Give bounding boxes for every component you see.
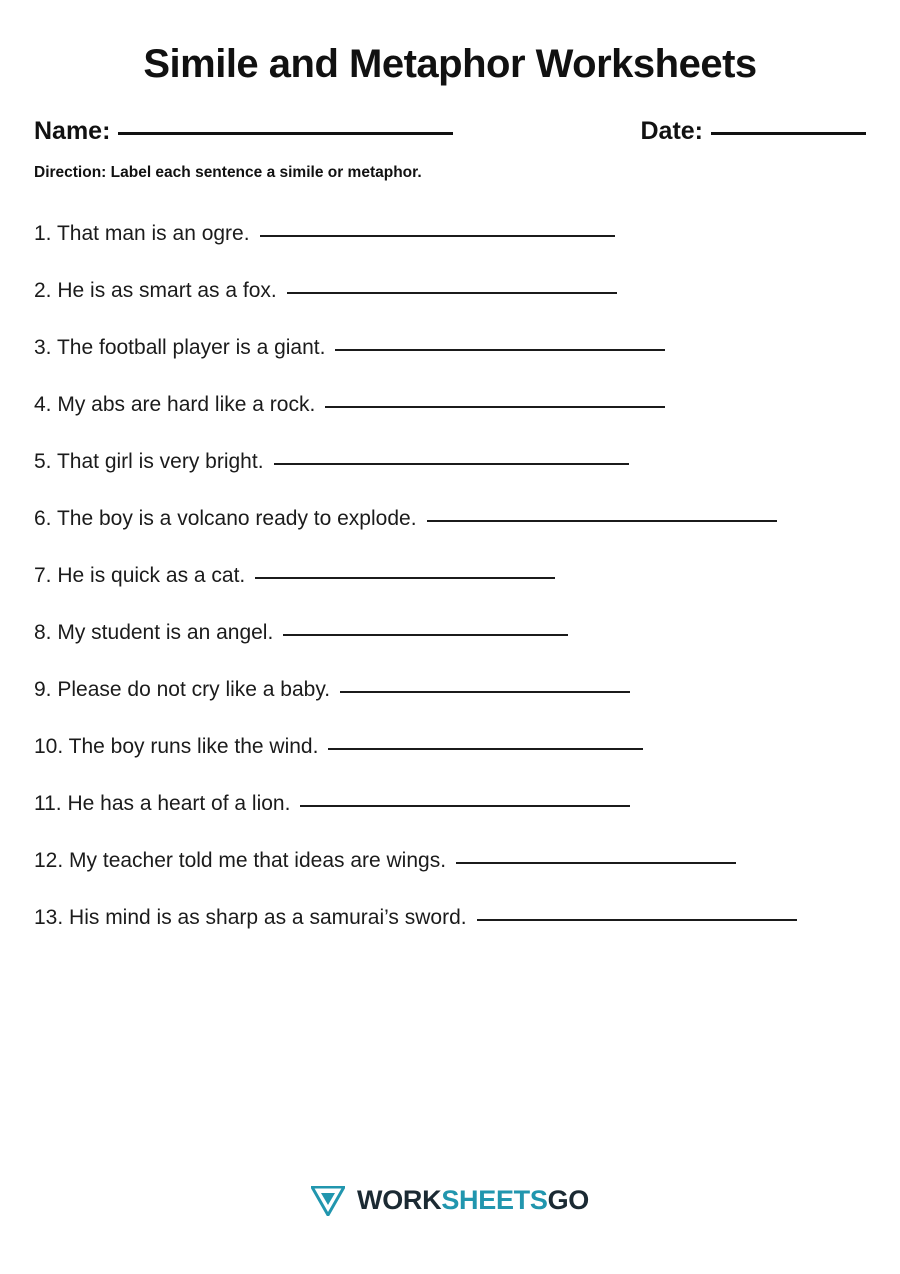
page-title: Simile and Metaphor Worksheets	[143, 42, 757, 86]
question-row	[34, 678, 866, 735]
question-text: 2. He is as smart as a fox.	[34, 279, 277, 302]
question-text: 12. My teacher told me that ideas are wings.	[34, 849, 447, 872]
question-text: 11. He has a heart of a lion.	[34, 792, 291, 815]
question-row	[34, 849, 866, 906]
question-text: 5. That girl is very bright.	[34, 450, 264, 473]
answer-blank[interactable]	[427, 520, 777, 522]
date-input-line[interactable]	[711, 132, 866, 135]
logo-text-work: WORK	[357, 1185, 442, 1215]
answer-blank[interactable]	[274, 463, 629, 465]
date-label: Date:	[640, 117, 703, 145]
questions-list	[34, 222, 866, 963]
answer-blank[interactable]	[260, 235, 615, 237]
answer-blank[interactable]	[328, 748, 643, 750]
answer-blank[interactable]	[477, 919, 797, 921]
name-input-line[interactable]	[118, 132, 453, 135]
question-text: 10. The boy runs like the wind.	[34, 735, 319, 758]
logo-text-sheets: SHEETS	[441, 1185, 548, 1215]
question-text: 1. That man is an ogre.	[34, 222, 250, 245]
question-row	[34, 906, 866, 963]
question-row	[34, 450, 866, 507]
question-text: 4. My abs are hard like a rock.	[34, 393, 316, 416]
question-row	[34, 792, 866, 849]
logo-text-go: GO	[547, 1185, 589, 1215]
direction-text: Direction: Label each sentence a simile or metaphor.	[34, 164, 422, 181]
name-date-row	[34, 117, 866, 146]
question-row	[34, 279, 866, 336]
w-mark-icon	[311, 1186, 345, 1216]
question-row	[34, 222, 866, 279]
answer-blank[interactable]	[287, 292, 617, 294]
question-text: 8. My student is an angel.	[34, 621, 274, 644]
answer-blank[interactable]	[255, 577, 555, 579]
question-text: 13. His mind is as sharp as a samurai’s sword.	[34, 906, 467, 929]
answer-blank[interactable]	[325, 406, 665, 408]
answer-blank[interactable]	[335, 349, 665, 351]
question-row	[34, 564, 866, 621]
question-row	[34, 393, 866, 450]
answer-blank[interactable]	[340, 691, 630, 693]
question-text: 7. He is quick as a cat.	[34, 564, 246, 587]
answer-blank[interactable]	[456, 862, 736, 864]
logo-wordmark	[357, 1185, 589, 1216]
question-row	[34, 621, 866, 678]
question-text: 6. The boy is a volcano ready to explode.	[34, 507, 417, 530]
question-row	[34, 336, 866, 393]
question-text: 3. The football player is a giant.	[34, 336, 326, 359]
name-label: Name:	[34, 117, 111, 145]
question-row	[34, 735, 866, 792]
question-text: 9. Please do not cry like a baby.	[34, 678, 331, 701]
question-row	[34, 507, 866, 564]
answer-blank[interactable]	[300, 805, 630, 807]
answer-blank[interactable]	[283, 634, 568, 636]
footer-logo	[0, 1185, 900, 1216]
